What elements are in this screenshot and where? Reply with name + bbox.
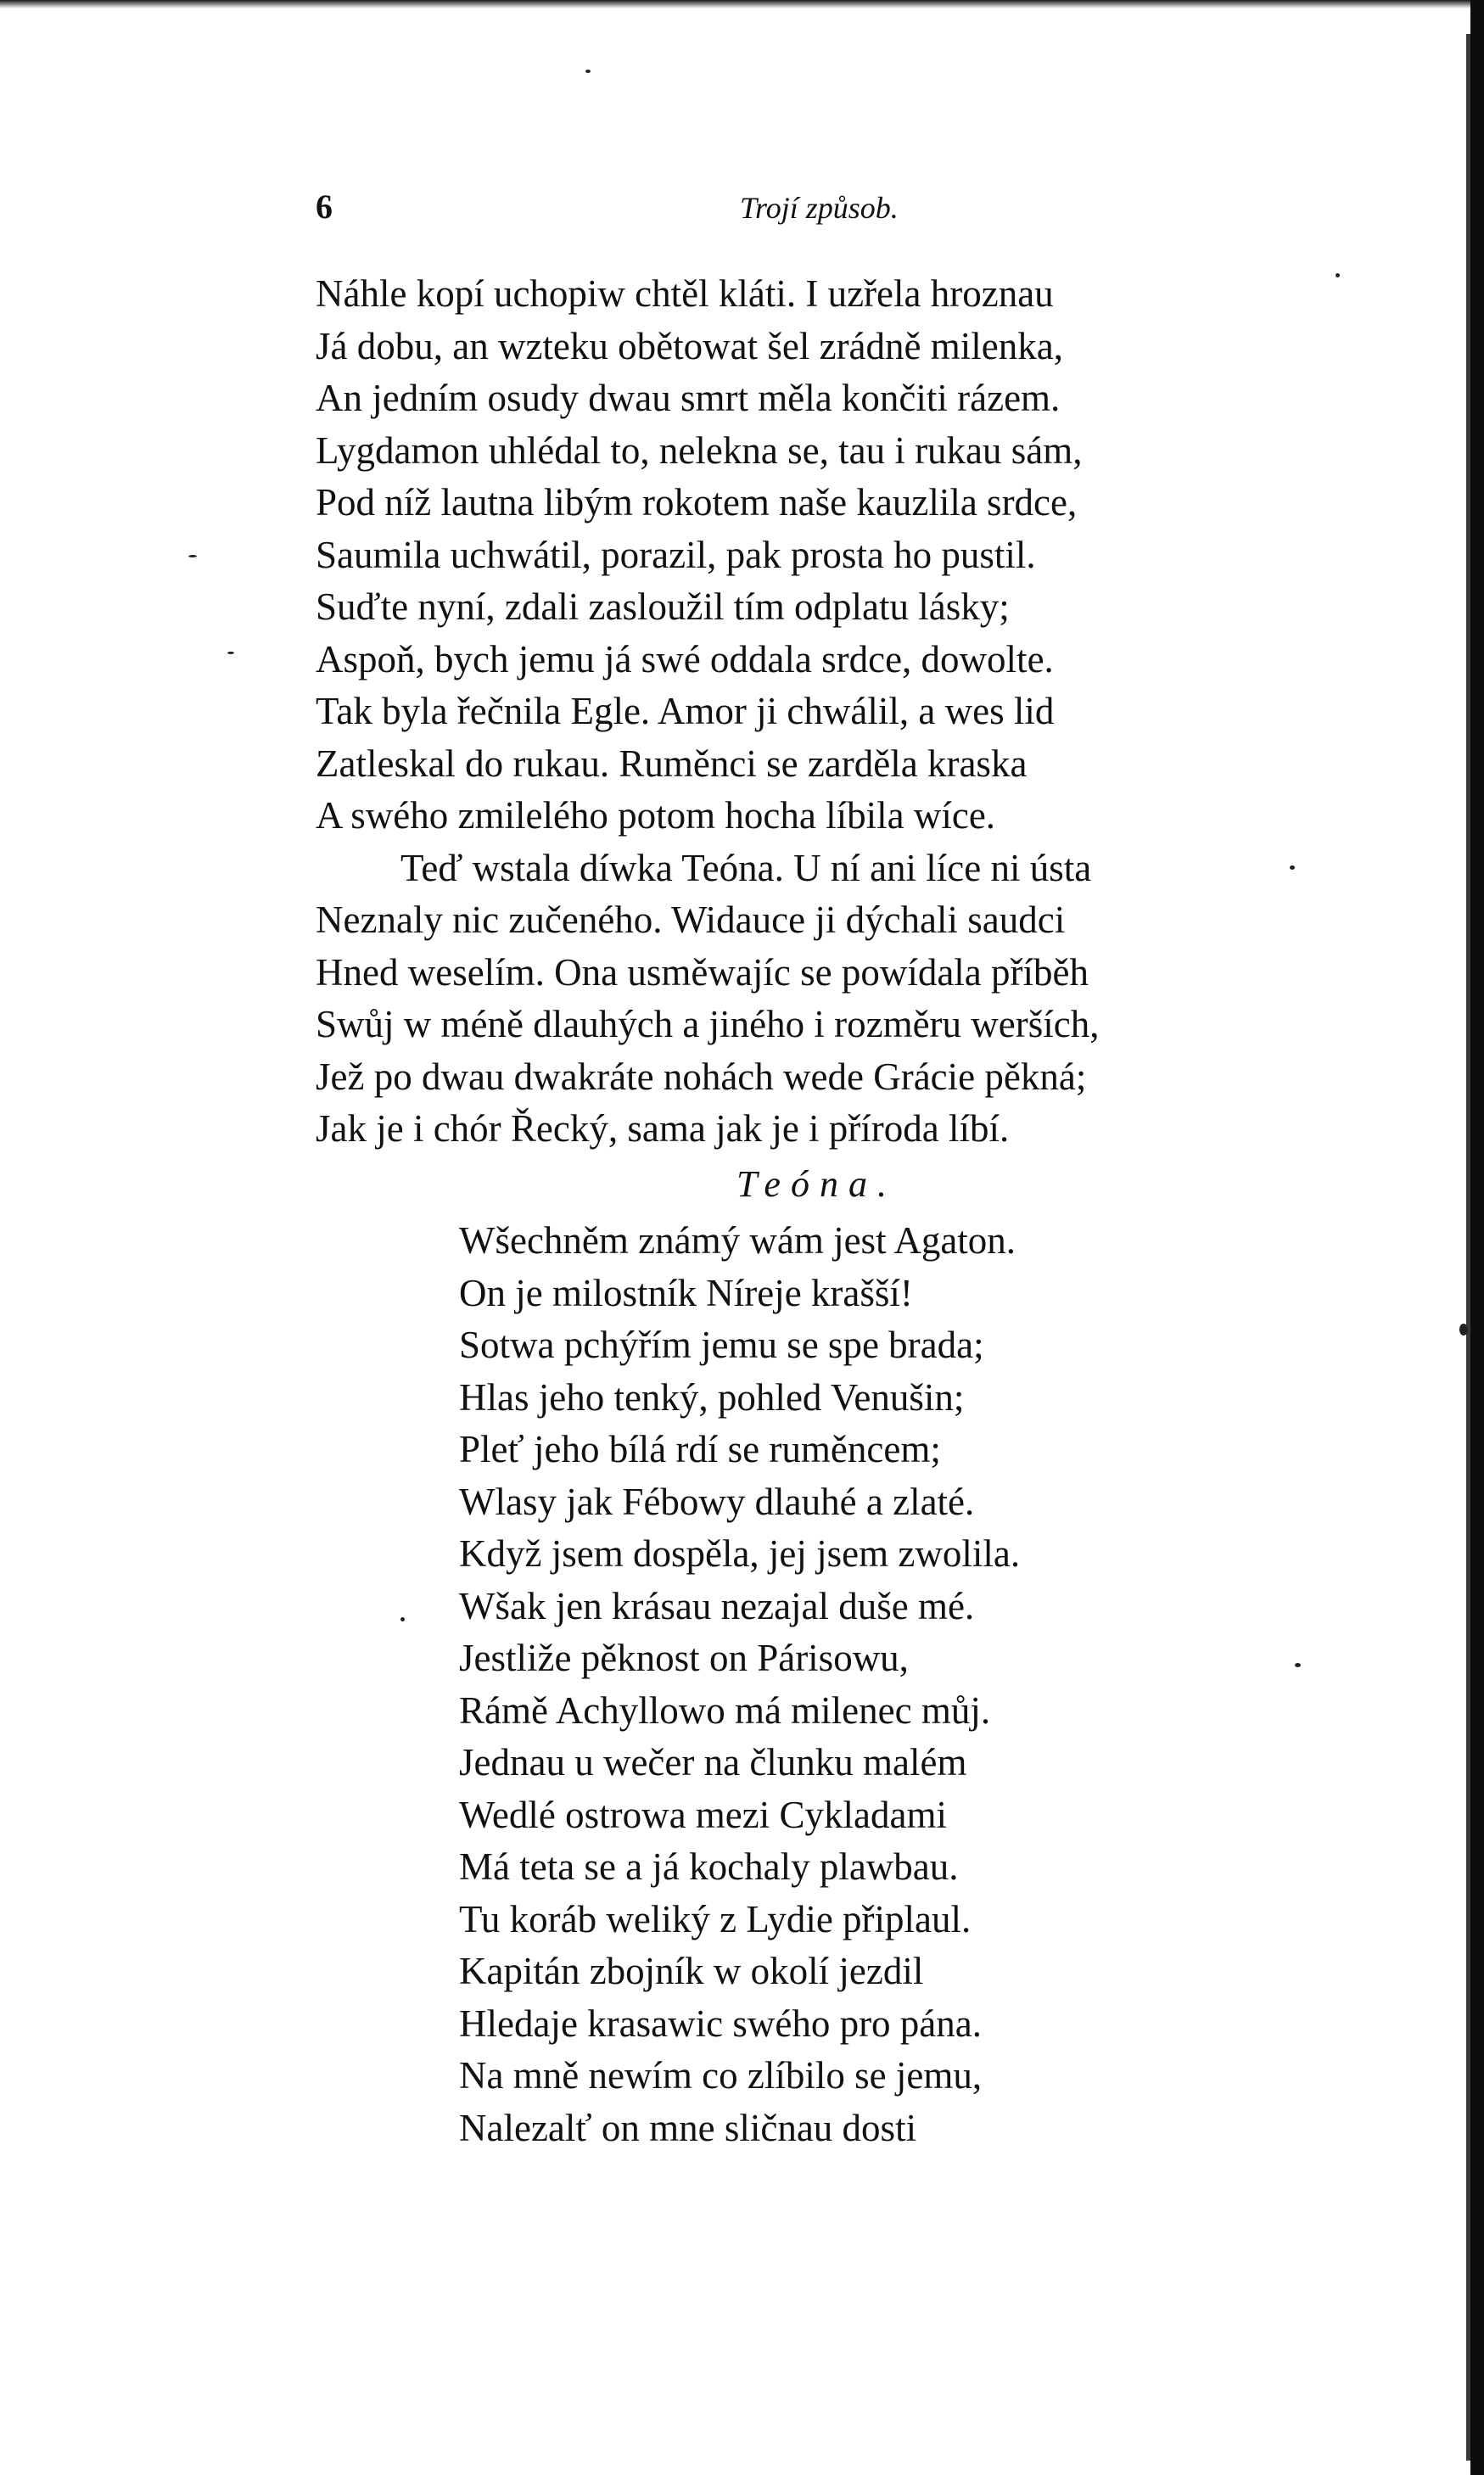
poem-line: Wšak jen krásau nezajal duše mé. [459, 1584, 975, 1627]
text-line: Swůj w méně dlauhých a jiného i rozměru werších, [316, 1003, 1100, 1045]
text-line: Zatleskal do rukau. Ruměnci se zarděla kraska [316, 742, 1028, 785]
poem-line: Kapitán zbojník w okolí jezdil [459, 1950, 924, 1992]
scan-speck [400, 1617, 405, 1621]
poem-line: Jednau u wečer na člunku malém [459, 1741, 967, 1783]
prose-text [316, 268, 1274, 1156]
text-line: Saumila uchwátil, porazil, pak prosta ho pustil. [316, 533, 1036, 576]
scan-speck [1459, 1324, 1468, 1335]
poem-line: Wlasy jak Fébowy dlauhé a zlaté. [459, 1480, 975, 1523]
text-line: Pod níž lautna libým rokotem naše kauzlila srdce, [316, 481, 1078, 524]
scan-speck [1290, 865, 1295, 870]
text-line: Neznaly nic zučeného. Widauce ji dýchali saudci [316, 899, 1066, 941]
page-header [316, 187, 927, 229]
poem-line: Nalezalť on mne sličnau dosti [459, 2106, 917, 2149]
poem-line: Tu koráb weliký z Lydie připlaul. [459, 1897, 972, 1940]
text-line: An jedním osudy dwau smrt měla končiti rázem. [316, 377, 1061, 419]
text-line: Tak byla řečnila Egle. Amor ji chwálil, a wes lid [316, 690, 1055, 732]
scan-right-edge [1470, 0, 1484, 2475]
poem-line: Pleť jeho bílá rdí se ruměncem; [459, 1428, 941, 1470]
text-line: Já dobu, an wzteku obětowat šel zrádně milenka, [316, 324, 1063, 367]
poem-line: Hlas jeho tenký, pohled Venušin; [459, 1375, 965, 1419]
scan-speck [188, 555, 197, 557]
poem-line: Hledaje krasawic swého pro pána. [459, 2002, 983, 2045]
poem-line: Rámě Achyllowo má milenec můj. [459, 1688, 991, 1732]
scan-speck [585, 70, 591, 73]
poem-line: Má teta se a já kochaly plawbau. [459, 1845, 959, 1888]
scan-top-edge [0, 0, 1484, 8]
text-line: Lygdamon uhlédal to, nelekna se, tau i rukau sám, [316, 428, 1083, 472]
poem-line: Sotwa pchýřím jemu se spe brada; [459, 1324, 984, 1366]
text-line: Jež po dwau dwakráte nohách wede Grácie pěkná; [316, 1055, 1087, 1098]
poem-text [459, 1215, 1223, 2154]
scan-speck [227, 652, 234, 654]
text-line: Suďte nyní, zdali zasloužil tím odplatu lásky; [316, 585, 1010, 628]
running-title: Trojí způsob. [740, 191, 899, 225]
poem-line: Wšechněm známý wám jest Agaton. [459, 1219, 1016, 1262]
text-line: Jak je i chór Řecký, sama jak je i příroda líbí. [316, 1107, 1010, 1150]
text-line: Teď wstala díwka Teóna. U ní ani líce ni ústa [400, 846, 1092, 889]
poem-line: Na mně newím co zlíbilo se jemu, [459, 2054, 983, 2097]
poem-line: On je milostník Níreje krašší! [459, 1271, 913, 1314]
text-line: A swého zmilelého potom hocha líbila wíce. [316, 794, 996, 837]
scan-right-shadow [1466, 34, 1470, 2461]
scan-speck [1336, 273, 1340, 277]
poem-title: Teóna. [736, 1163, 897, 1205]
text-line: Aspoň, bych jemu já swé oddala srdce, dowolte. [316, 637, 1054, 680]
page-number: 6 [316, 188, 333, 226]
poem-line: Jestliže pěknost on Párisowu, [459, 1637, 909, 1679]
scan-speck [1295, 1663, 1301, 1667]
text-line: Náhle kopí uchopiw chtěl kláti. I uzřela hroznau [316, 272, 1054, 315]
text-line: Hned weselím. Ona usměwajíc se powídala příběh [316, 950, 1089, 994]
poem-line: Wedlé ostrowa mezi Cykladami [459, 1793, 947, 1836]
poem-line: Když jsem dospěla, jej jsem zwolila. [459, 1532, 1021, 1575]
